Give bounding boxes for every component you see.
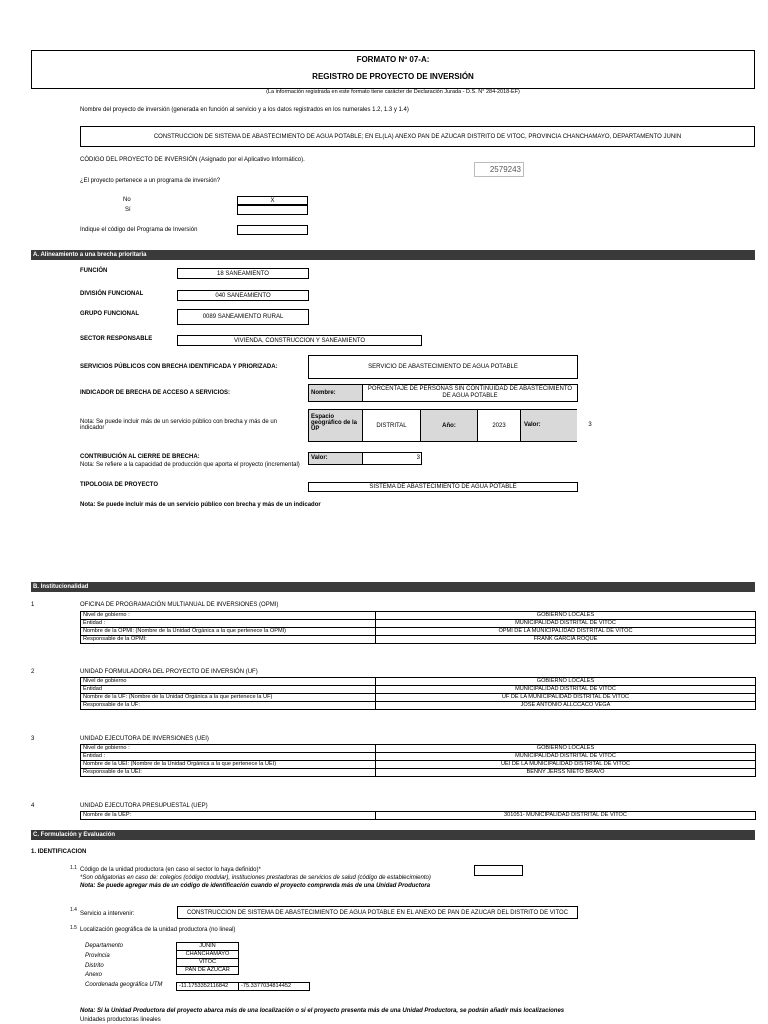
contribucion-note: Nota: Se refiere a la capacidad de producción que aporta el proyecto (incremental): [80, 462, 300, 468]
cod-up-note2: Nota: Se puede agregar más de un código de identificación cuando el proyecto comprenda más de una Unidad Productora: [80, 883, 431, 889]
servicios-field[interactable]: [308, 355, 578, 379]
table-row: [81, 694, 756, 702]
project-name-field[interactable]: [80, 126, 755, 147]
row-value[interactable]: JOSE ANTONIO ALLCCACO VEGA: [376, 702, 756, 710]
tipologia-field[interactable]: SISTEMA DE ABASTECIMIENTO DE AGUA POTABLE: [308, 482, 578, 492]
row-value[interactable]: BENNY JERSS NIETO BRAVO: [376, 769, 756, 777]
sector-field[interactable]: [177, 335, 422, 346]
distrito-value[interactable]: VITOC: [177, 959, 239, 967]
no-field[interactable]: [237, 196, 308, 205]
departamento-value[interactable]: JUNIN: [177, 943, 239, 951]
unidades-lineales-label: Unidades productoras lineales: [80, 1017, 161, 1023]
row-label: Nombre de la OPMI: (Nombre de la Unidad Orgánica a la que pertenece la OPMI): [81, 628, 376, 636]
funcion-value: 18 SANEAMIENTO: [217, 270, 269, 277]
row-value[interactable]: 301051- MUNICIPALIDAD DISTRITAL DE VITOC: [376, 812, 756, 820]
nota-localizacion: Nota: Si la Unidad Productora del proyecto abarca más de una localización o si el proyecto presenta más de una Unidad Productora, se podrán añadir más localizaciones: [80, 1008, 565, 1014]
si-field[interactable]: [237, 205, 308, 215]
table-row: [177, 983, 310, 991]
row-value[interactable]: UF DE LA MUNICIPALIDAD DISTRITAL DE VITOC: [376, 694, 756, 702]
espacio-value: DISTRITAL: [376, 422, 407, 429]
table-row: [177, 951, 239, 959]
division-value: 040 SANEAMIENTO: [215, 292, 271, 299]
table-row: [81, 769, 756, 777]
table-row: [177, 943, 239, 951]
uf-number: 2: [31, 669, 35, 675]
contrib-valor-label: Valor:: [308, 452, 363, 465]
contribucion-label: CONTRIBUCIÓN AL CIERRE DE BRECHA:: [80, 454, 200, 460]
program-question: ¿El proyecto pertenece a un programa de inversión?: [80, 178, 221, 184]
grupo-value: 0089 SANEAMIENTO RURAL: [202, 314, 284, 320]
grupo-field[interactable]: [177, 309, 309, 325]
no-value: X: [270, 197, 275, 204]
row-label: Nivel de gobierno :: [81, 745, 376, 753]
uf-title: UNIDAD FORMULADORA DEL PROYECTO DE INVERSIÓN (UF): [80, 669, 258, 675]
tipologia-label: TIPOLOGIA DE PROYECTO: [80, 482, 159, 488]
project-code-field[interactable]: 2579243: [474, 162, 524, 177]
coord-label: Coordenada geográfica UTM: [85, 982, 163, 988]
section-c-header: C. Formulación y Evaluación: [31, 830, 755, 840]
row-value[interactable]: MUNICIPALIDAD DISTRITAL DE VITOC: [376, 686, 756, 694]
valor-field[interactable]: [577, 409, 603, 442]
row-label: Responsable de la UF:: [81, 702, 376, 710]
coord-table: [176, 982, 310, 991]
no-label: No: [123, 197, 131, 203]
localizacion-table: [176, 942, 239, 975]
servicio-label: Servicio a intervenir:: [80, 911, 135, 917]
table-row: [81, 636, 756, 644]
valor-value: 3: [588, 422, 592, 428]
section-a-header: A. Alineamiento a una brecha prioritaria: [31, 250, 755, 260]
program-code-field[interactable]: [237, 225, 308, 235]
table-row: [81, 678, 756, 686]
form-title-box: [31, 50, 755, 89]
row-value[interactable]: MUNICIPALIDAD DISTRITAL DE VITOC: [376, 753, 756, 761]
row-label: Responsable de la UEI:: [81, 769, 376, 777]
indicador-label: INDICADOR DE BRECHA DE ACCESO A SERVICIOS:: [80, 390, 231, 396]
provincia-label: Provincia: [85, 953, 110, 959]
uep-number: 4: [31, 803, 35, 809]
cod-up-field[interactable]: [474, 865, 523, 876]
nota-servicios: Nota: Se puede incluir más de un servicio público con brecha y más de un indicador: [80, 502, 321, 508]
table-row: [81, 812, 756, 820]
espacio-label: Espacio geográfico de la UP: [308, 409, 363, 442]
table-row: [81, 612, 756, 620]
anexo-value[interactable]: PAN DE AZUCAR: [177, 967, 239, 975]
section-b-header: B. Institucionalidad: [31, 582, 755, 592]
servicios-value: SERVICIO DE ABASTECIMIENTO DE AGUA POTABLE: [368, 364, 518, 370]
row-label: Nombre de la UEP:: [81, 812, 376, 820]
funcion-label: FUNCIÓN: [80, 268, 108, 274]
division-label: DIVISIÓN FUNCIONAL: [80, 291, 144, 297]
nota-indicador: Nota: Se puede incluir más de un servicio público con brecha y más de un indicador: [80, 419, 278, 431]
anio-label-text: Año:: [442, 422, 456, 429]
nombre-value: PORCENTAJE DE PERSONAS SIN CONTINUIDAD DE ABASTECIMIENTO DE AGUA POTABLE: [367, 386, 573, 399]
anio-field[interactable]: [477, 409, 521, 442]
servicio-value: CONSTRUCCION DE SISTEMA DE ABASTECIMIENTO DE AGUA POTABLE EN EL ANEXO DE PAN DE AZUCAR DEL DISTRITO DE VITOC: [186, 909, 569, 916]
table-row: [81, 753, 756, 761]
row-label: Entidad :: [81, 620, 376, 628]
table-row: [81, 702, 756, 710]
row-value[interactable]: GOBIERNO LOCALES: [376, 678, 756, 686]
uei-title: UNIDAD EJECUTORA DE INVERSIONES (UEI): [80, 736, 209, 742]
valor-label: Valor:: [520, 409, 578, 442]
table-row: [81, 761, 756, 769]
table-row: [81, 686, 756, 694]
table-row: [81, 620, 756, 628]
declaration-note: (La información registrada en este formato tiene carácter de Declaración Jurada - D.S. N° 284-2018-EF): [266, 89, 520, 95]
table-row: [177, 959, 239, 967]
uei-table: [80, 744, 756, 777]
program-code-label: Indique el código del Programa de Inversión: [80, 227, 198, 233]
provincia-value[interactable]: CHANCHAMAYO: [177, 951, 239, 959]
row-value[interactable]: GOBIERNO LOCALES: [376, 745, 756, 753]
nombre-field[interactable]: [362, 384, 578, 402]
espacio-field[interactable]: [362, 409, 421, 442]
anio-value: 2023: [492, 422, 506, 429]
opmi-number: 1: [31, 602, 35, 608]
division-field[interactable]: [177, 290, 309, 301]
row-label: Responsable de la OPMI:: [81, 636, 376, 644]
form-title: FORMATO Nº 07-A:: [356, 55, 430, 64]
row-label: Entidad: [81, 686, 376, 694]
servicios-label: SERVICIOS PÚBLICOS CON BRECHA IDENTIFICADA Y PRIORIZADA:: [80, 364, 278, 370]
row-label: Entidad :: [81, 753, 376, 761]
table-row: [81, 628, 756, 636]
row-label: Nivel de gobierno :: [81, 612, 376, 620]
nombre-label: Nombre:: [308, 384, 363, 402]
opmi-table: [80, 611, 756, 644]
row-value[interactable]: FRANK GARCIA ROQUE: [376, 636, 756, 644]
sector-label: SECTOR RESPONSABLE: [80, 336, 153, 342]
funcion-field[interactable]: [177, 268, 309, 279]
cod-up-label: Código de la unidad productora (en caso el sector lo haya definido)*: [80, 867, 261, 873]
servicio-field[interactable]: [177, 906, 578, 919]
cod-up-note1: *Son obligatorias en caso de: colegios (código modular), instituciones prestadoras de servicios de salud (código de establecimiento): [80, 875, 431, 881]
n15-number: 1.5: [70, 925, 77, 931]
n11-number: 1.1: [70, 865, 77, 871]
project-name-label: Nombre del proyecto de inversión (generada en función al servicio y a los datos registrados en los numerales 1.2, 1.3 y 1.4): [80, 107, 409, 113]
uep-title: UNIDAD EJECUTORA PRESUPUESTAL (UEP): [80, 803, 208, 809]
form-subtitle: REGISTRO DE PROYECTO DE INVERSIÓN: [312, 72, 474, 81]
table-row: [81, 745, 756, 753]
sector-value: VIVIENDA, CONSTRUCCION Y SANEAMIENTO: [233, 337, 366, 344]
coord-x-value[interactable]: -11.1753352116842: [177, 983, 239, 991]
row-value[interactable]: MUNICIPALIDAD DISTRITAL DE VITOC: [376, 620, 756, 628]
distrito-label: Distrito: [85, 963, 104, 969]
row-label: Nombre de la UEI: (Nombre de la Unidad Orgánica a la que pertenece la UEI): [81, 761, 376, 769]
uf-table: [80, 677, 756, 710]
localizacion-label: Localización geográfica de la unidad productora (no lineal): [80, 927, 236, 933]
contrib-valor-field[interactable]: 3: [362, 452, 422, 465]
row-label: Nivel de gobierno: [81, 678, 376, 686]
identificacion-title: 1. IDENTIFICACION: [31, 849, 87, 855]
row-value[interactable]: UEI DE LA MUNICIPALIDAD DISTRITAL DE VITOC: [376, 761, 756, 769]
opmi-title: OFICINA DE PROGRAMACIÓN MULTIANUAL DE INVERSIONES (OPMI): [80, 602, 279, 608]
table-row: [177, 967, 239, 975]
project-name-value: CONSTRUCCION DE SISTEMA DE ABASTECIMIENTO DE AGUA POTABLE; EN EL(LA) ANEXO PAN DE AZUCAR DISTRITO DE VITOC, PROVINCIA CHANCHAMAYO, DEPARTAMENTO JUNIN: [153, 133, 682, 140]
n14-number: 1.4: [70, 907, 77, 913]
uei-number: 3: [31, 736, 35, 742]
uep-table: [80, 811, 756, 820]
row-label: Nombre de la UF: (Nombre de la Unidad Orgánica a la que pertenece la UF): [81, 694, 376, 702]
row-value[interactable]: OPMI DE LA MUNICIPALIDAD DISTRITAL DE VITOC: [376, 628, 756, 636]
coord-y-value[interactable]: -75.3377034814452: [239, 983, 310, 991]
project-code-label: CÓDIGO DEL PROYECTO DE INVERSIÓN (Asignado por el Aplicativo Informático).: [80, 157, 305, 163]
row-value[interactable]: GOBIERNO LOCALES: [376, 612, 756, 620]
departamento-label: Departamento: [85, 943, 124, 949]
grupo-label: GRUPO FUNCIONAL: [80, 311, 139, 317]
anexo-label: Anexo: [85, 972, 103, 978]
si-label: Sí: [125, 207, 131, 213]
anio-label: [420, 409, 478, 442]
